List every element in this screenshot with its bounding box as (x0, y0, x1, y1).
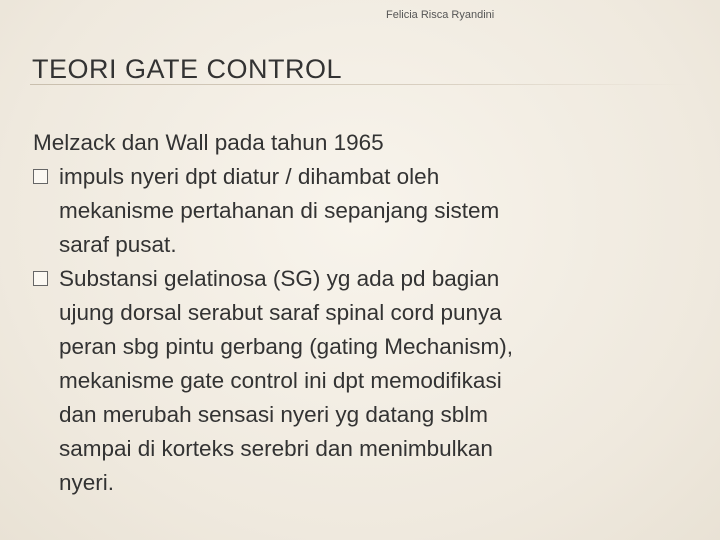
slide-body (33, 126, 683, 500)
bullet-line: saraf pusat. (59, 232, 177, 257)
bullet-line: Substansi gelatinosa (SG) yg ada pd bagian (59, 266, 500, 291)
intro-text: Melzack dan Wall pada tahun 1965 (33, 130, 384, 155)
bullet-line: peran sbg pintu gerbang (gating Mechanism), (59, 334, 514, 359)
bullet-item-1 (33, 160, 683, 262)
bullet-line: mekanisme pertahanan di sepanjang sistem (59, 198, 500, 223)
square-bullet-icon (33, 271, 48, 286)
square-bullet-icon (33, 169, 48, 184)
bullet-text (59, 160, 683, 262)
bullet-line: nyeri. (59, 470, 115, 495)
bullet-line: sampai di korteks serebri dan menimbulkan (59, 436, 493, 461)
bullet-text (59, 262, 683, 500)
title-underline-divider (30, 84, 690, 85)
bullet-item-2 (33, 262, 683, 500)
bullet-line: impuls nyeri dpt diatur / dihambat oleh (59, 164, 440, 189)
bullet-line: dan merubah sensasi nyeri yg datang sblm (59, 402, 488, 427)
bullet-line: mekanisme gate control ini dpt memodifikasi (59, 368, 502, 393)
author-header: Felicia Risca Ryandini (386, 9, 495, 21)
slide-title: TEORI GATE CONTROL (32, 54, 343, 84)
bullet-line: ujung dorsal serabut saraf spinal cord punya (59, 300, 502, 325)
